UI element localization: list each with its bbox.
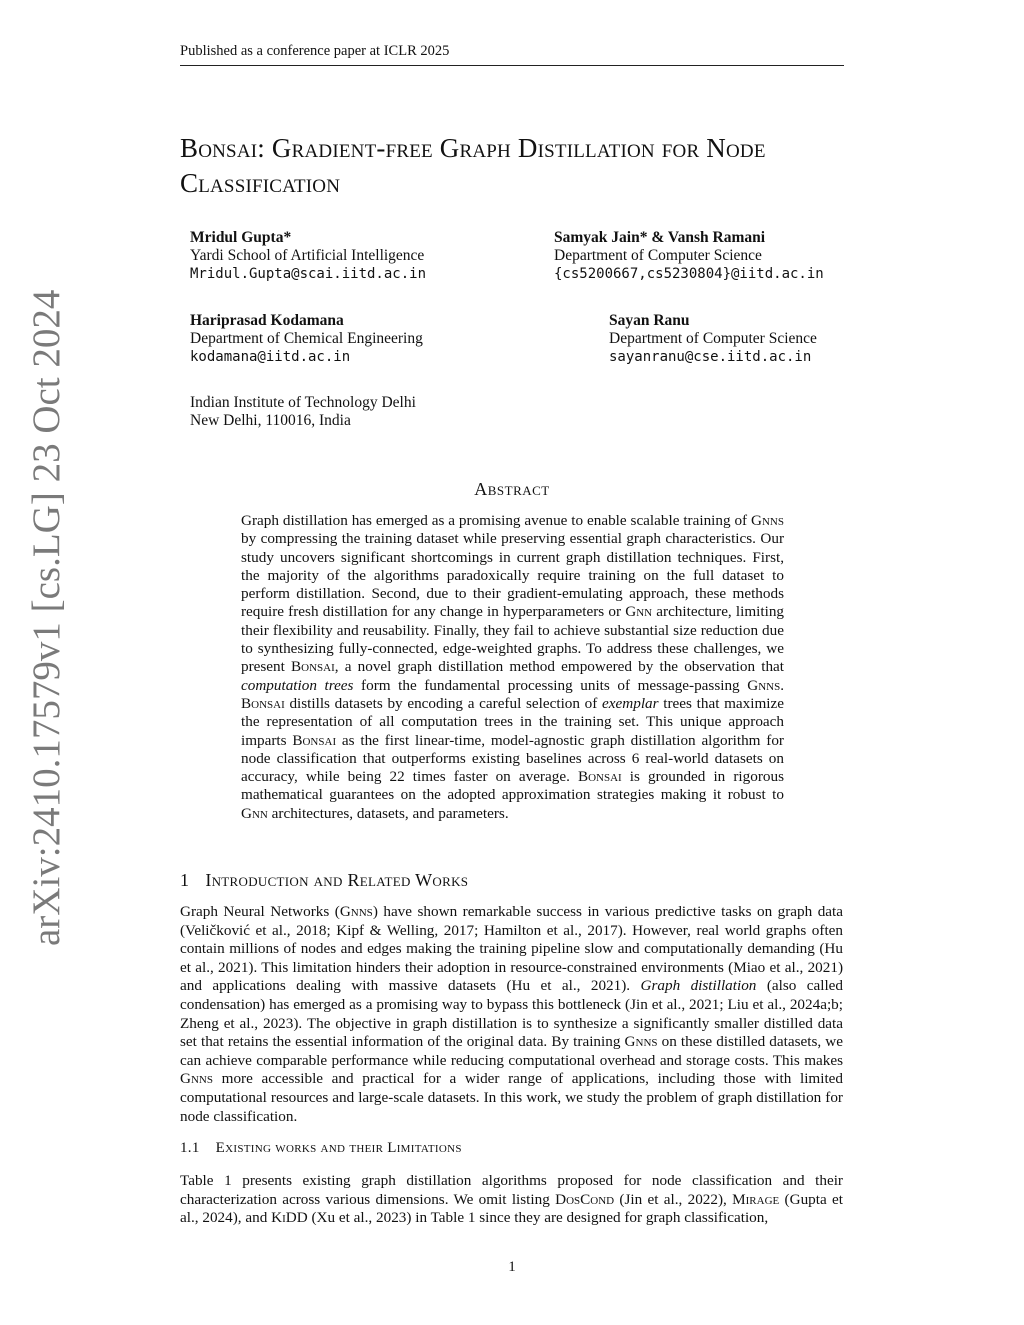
subsection-number: 1.1 [180,1140,200,1156]
section-heading [180,870,468,891]
institution-block [190,394,416,430]
subsection-title: Existing works and their Limitations [215,1140,462,1156]
author-name: Mridul Gupta* [190,229,292,246]
author-email: kodamana@iitd.ac.in [190,349,351,365]
author-block-1 [190,229,426,283]
section-number: 1 [180,870,190,890]
author-block-4 [609,312,817,366]
author-affiliation: Yardi School of Artificial Intelligence [190,247,425,264]
author-affiliation: Department of Computer Science [554,247,762,264]
institution-name: Indian Institute of Technology Delhi [190,394,416,411]
author-name: Sayan Ranu [609,312,690,329]
author-name: Samyak Jain* & Vansh Ramani [554,229,766,246]
author-name: Hariprasad Kodamana [190,312,344,329]
header-rule [180,65,844,66]
section-title: Introduction and Related Works [205,870,469,890]
arxiv-sidebar-stamp: arXiv:2410.17579v1 [cs.LG] 23 Oct 2024 [25,289,68,946]
subsection-heading [180,1140,462,1157]
institution-address: New Delhi, 110016, India [190,412,351,429]
abstract-text: Graph distillation has emerged as a promising avenue to enable scalable training of Gnns by compressing the training dataset while preserving essential graph characteristics. Our study uncovers significant shortcomings in current graph distillation techniques. First, the majority of the algorithms paradoxically require training on the full dataset to perform distillation. Second, due to their gradient-emulating approach, these methods require fresh distillation for any change in hyperparameters or Gnn architecture, limiting their flexibility and reusability. Finally, they fail to achieve substantial size reduction due to synthesizing fully-connected, edge-weighted graphs. To address these challenges, we present Bonsai, a novel graph distillation method empowered by the observation that computation trees form the fundamental processing units of message-passing Gnns. Bonsai distills datasets by encoding a careful selection of exemplar trees that maximize the representation of all computation trees in the training set. This unique approach imparts Bonsai as the first linear-time, model-agnostic graph distillation algorithm for node classification that outperforms existing baselines across 6 real-world datasets on accuracy, while being 22 times faster on average. Bonsai is grounded in rigorous mathematical guarantees on the adopted approximation strategies making it robust to Gnn architectures, datasets, and parameters. [241,512,785,822]
author-affiliation: Department of Chemical Engineering [190,330,423,347]
author-email: Mridul.Gupta@scai.iitd.ac.in [190,266,427,282]
author-email: sayanranu@cse.iitd.ac.in [609,349,812,365]
author-affiliation: Department of Computer Science [609,330,817,347]
paper-title [180,131,860,201]
author-email: {cs5200667,cs5230804}@iitd.ac.in [554,266,824,282]
subsection-paragraph: Table 1 presents existing graph distillation algorithms proposed for node classification and their characterization across various dimensions. We omit listing DosCond (Jin et al., 2022), Mirage (Gupta et al., 2024), and KiDD (Xu et al., 2023) in Table 1 since they are designed for graph classification, [180,1172,843,1227]
running-header: Published as a conference paper at ICLR 2025 [180,43,450,59]
section-paragraph: Graph Neural Networks (Gnns) have shown remarkable success in various predictive tasks on graph data (Veličković et al., 2018; Kipf & Welling, 2017; Hamilton et al., 2017). However, real world graphs often contain millions of nodes and edges making the training pipeline slow and computationally demanding (Hu et al., 2021). This limitation hinders their adoption in resource-constrained environments (Miao et al., 2021) and applications dealing with massive datasets (Hu et al., 2021). Graph distillation (also called condensation) has emerged as a promising way to bypass this bottleneck (Jin et al., 2021; Liu et al., 2024a;b; Zheng et al., 2023). The objective in graph distillation is to synthesize a significantly smaller distilled data set that retains the essential information of the original data. By training Gnns on these distilled datasets, we can achieve comparable performance while reducing computational overhead and storage costs. This makes Gnns more accessible and practical for a wider range of applications, including those with limited computational resources and large-scale datasets. In this work, we study the problem of graph distillation for node classification. [180,903,844,1125]
author-block-2 [554,229,824,283]
author-block-3 [190,312,423,366]
abstract-heading: Abstract [474,479,550,499]
paper-title-line1: Bonsai: Gradient-free Graph Distillation for Node [180,133,766,163]
paper-title-line2: Classification [180,168,341,198]
page-number: 1 [508,1259,516,1275]
